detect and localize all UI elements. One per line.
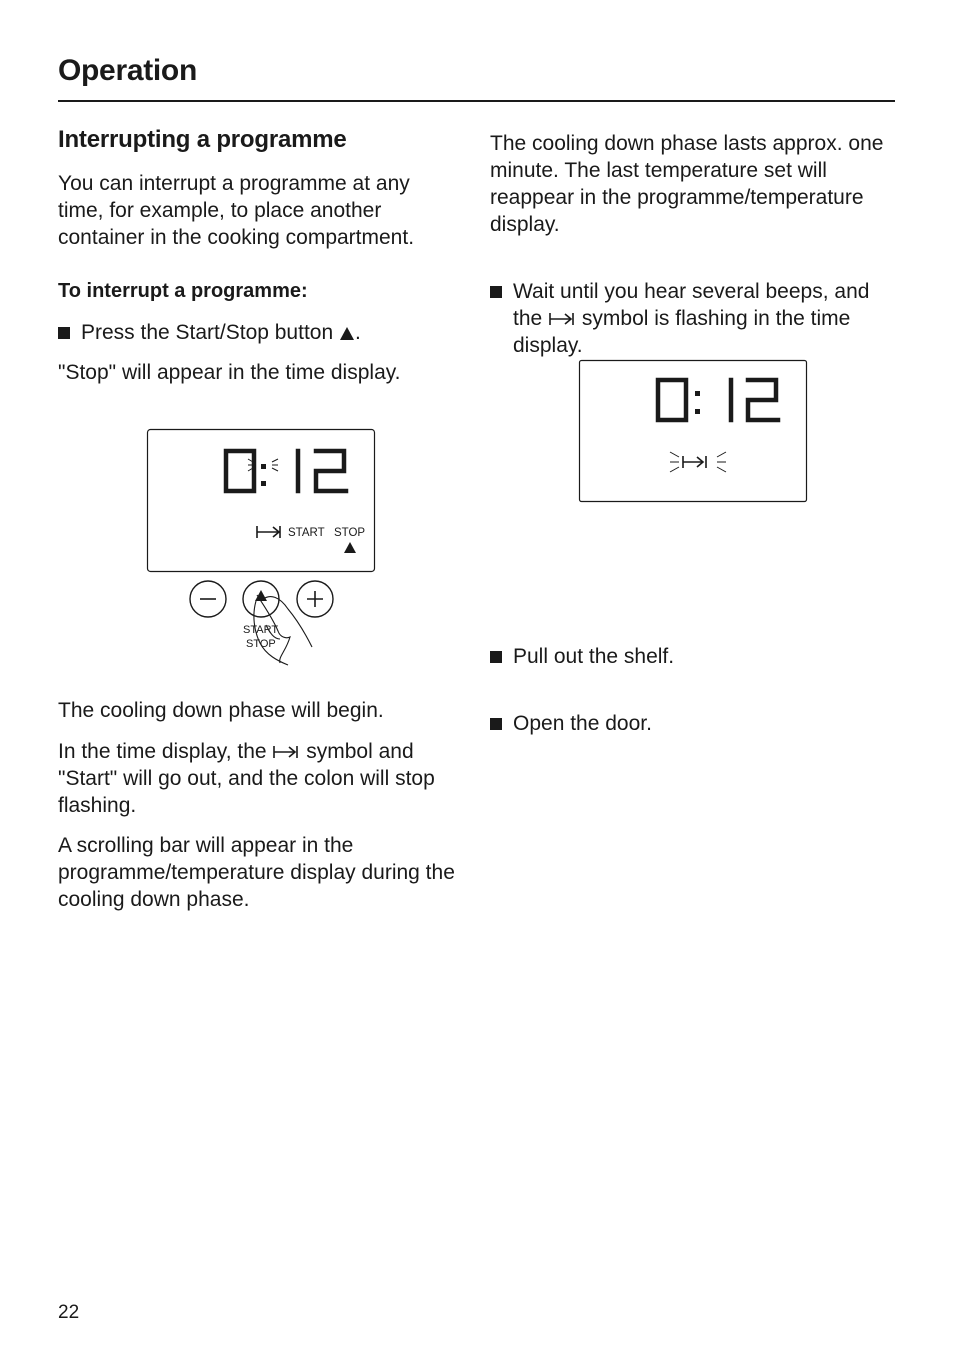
scrolling-bar-block bbox=[58, 832, 460, 913]
square-bullet-icon bbox=[490, 651, 502, 663]
cooling-begin: The cooling down phase will begin. bbox=[58, 699, 384, 722]
bullet1-end: symbol is flashing in the time display. bbox=[513, 307, 851, 357]
scrolling-bar-paragraph: A scrolling bar will appear in the programme/temperature display during the cooling down phase. bbox=[58, 834, 455, 911]
step-pull-shelf bbox=[490, 643, 913, 670]
step1-text: Press the Start/Stop button bbox=[81, 321, 334, 344]
display-label-start: START bbox=[288, 527, 325, 539]
stop-note-block bbox=[58, 359, 458, 386]
para2-start: In the time display, the bbox=[58, 740, 267, 763]
step-press-start-stop bbox=[58, 319, 481, 346]
right-intro-block bbox=[490, 130, 890, 238]
button-label-start: START bbox=[243, 624, 279, 636]
intro-paragraph: You can interrupt a programme at any time, for example, to place another container in the cooking compartment. bbox=[58, 172, 415, 249]
arrow-to-bar-icon bbox=[548, 311, 576, 327]
page-number: 22 bbox=[58, 1302, 80, 1323]
symbol-note-block bbox=[58, 738, 460, 819]
step-open-door bbox=[490, 710, 913, 737]
subheading-to-interrupt: To interrupt a programme: bbox=[58, 280, 308, 302]
heading-interrupting: Interrupting a programme bbox=[58, 126, 347, 153]
button-label-stop: STOP bbox=[246, 638, 276, 650]
bullet1-start: Wait until you hear several beeps, and the bbox=[513, 280, 870, 330]
para2-end: symbol and "Start" will go out, and the colon will stop flashing. bbox=[58, 740, 435, 817]
minus-button[interactable] bbox=[190, 581, 226, 617]
arrow-to-bar-icon bbox=[272, 744, 300, 760]
plus-button[interactable] bbox=[297, 581, 333, 617]
square-bullet-icon bbox=[58, 327, 70, 339]
figure-display-with-buttons bbox=[140, 425, 390, 675]
bullet3-text: Open the door. bbox=[513, 712, 652, 735]
cooling-begin-block bbox=[58, 697, 458, 724]
cooling-duration-paragraph: The cooling down phase lasts approx. one minute. The last temperature set will reappear in the programme/temperature display. bbox=[490, 132, 884, 236]
triangle-up-icon bbox=[339, 326, 355, 341]
start-stop-button[interactable] bbox=[243, 581, 279, 617]
symbol-note-paragraph bbox=[58, 738, 460, 819]
figure-time-display-flashing bbox=[576, 358, 810, 506]
step1-end: . bbox=[355, 321, 361, 344]
left-intro bbox=[58, 170, 458, 251]
section-title: Operation bbox=[58, 54, 197, 87]
display-label-stop: STOP bbox=[334, 527, 366, 539]
stop-note: "Stop" will appear in the time display. bbox=[58, 361, 401, 384]
square-bullet-icon bbox=[490, 286, 502, 298]
header-rule bbox=[58, 100, 895, 102]
step-wait-beeps bbox=[490, 278, 899, 359]
square-bullet-icon bbox=[490, 718, 502, 730]
bullet2-text: Pull out the shelf. bbox=[513, 645, 675, 668]
